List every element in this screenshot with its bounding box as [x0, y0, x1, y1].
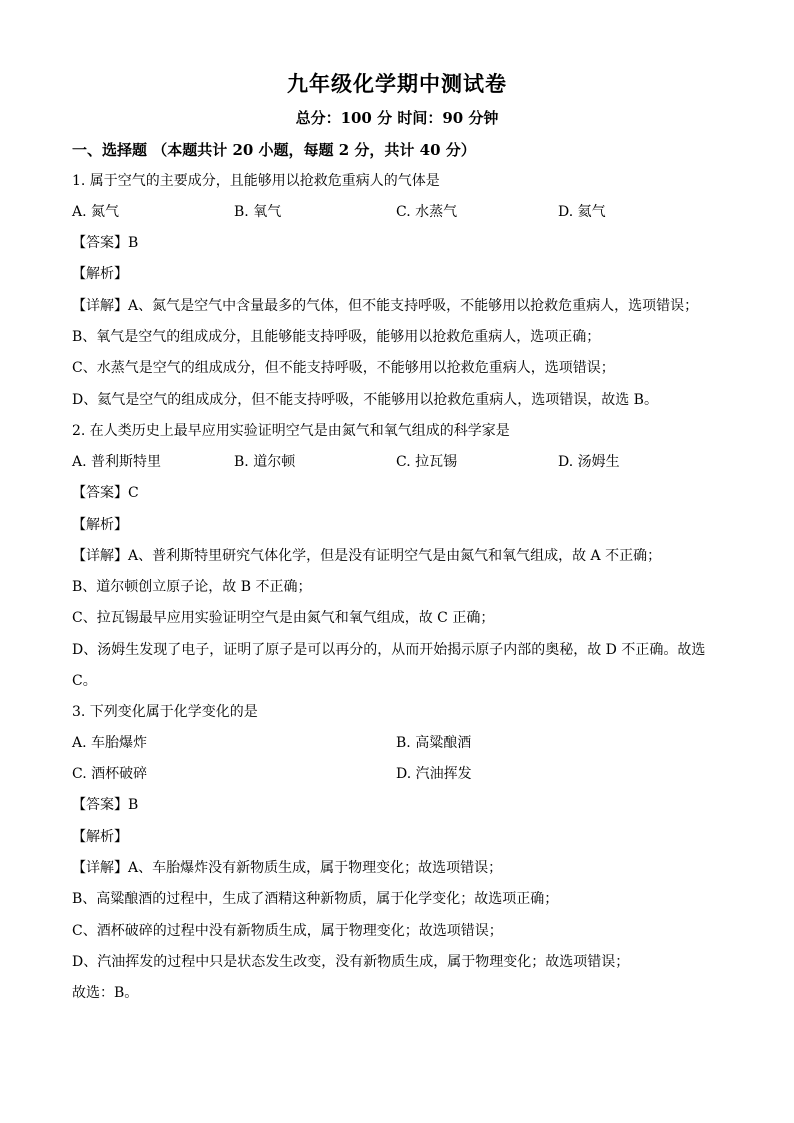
score-time-info: 总分：100 分 时间：90 分钟	[295, 109, 499, 127]
q1-option-d: D. 氦气	[558, 204, 606, 220]
q1-answer: 【答案】B	[72, 235, 139, 251]
q2-detail-d-cont: C。	[72, 673, 97, 689]
q2-analysis-label: 【解析】	[72, 517, 128, 533]
q3-option-b: B. 高粱酿酒	[396, 735, 472, 751]
q3-stem: 3. 下列变化属于化学变化的是	[72, 704, 258, 720]
q2-stem: 2. 在人类历史上最早应用实验证明空气是由氮气和氧气组成的科学家是	[72, 423, 510, 439]
q2-option-b: B. 道尔顿	[234, 454, 296, 470]
q3-option-c: C. 酒杯破碎	[72, 766, 148, 782]
q1-analysis-label: 【解析】	[72, 266, 128, 282]
section-heading: 一、选择题 （本题共计 20 小题，每题 2 分，共计 40 分）	[72, 141, 476, 159]
q3-detail-c: C、酒杯破碎的过程中没有新物质生成，属于物理变化；故选项错误；	[72, 923, 503, 939]
q1-detail-d: D、氦气是空气的组成成分，但不能支持呼吸，不能够用以抢救危重病人，选项错误，故选 B。	[72, 392, 658, 408]
page-title: 九年级化学期中测试卷	[287, 71, 507, 96]
q3-detail-a: 【详解】A、车胎爆炸没有新物质生成，属于物理变化；故选项错误；	[72, 860, 503, 876]
q1-option-b: B. 氧气	[234, 204, 282, 220]
q1-stem: 1. 属于空气的主要成分，且能够用以抢救危重病人的气体是	[72, 173, 440, 189]
q3-option-d: D. 汽油挥发	[396, 766, 472, 782]
q2-detail-b: B、道尔顿创立原子论，故 B 不正确；	[72, 579, 312, 595]
q1-option-a: A. 氮气	[72, 204, 120, 220]
q2-detail-a: 【详解】A、普利斯特里研究气体化学，但是没有证明空气是由氮气和氧气组成，故 A 不正确；	[72, 548, 662, 564]
q2-detail-d: D、汤姆生发现了电子，证明了原子是可以再分的，从而开始揭示原子内部的奥秘，故 D 不正确。故选	[72, 642, 706, 658]
q2-option-a: A. 普利斯特里	[72, 454, 162, 470]
q2-option-c: C. 拉瓦锡	[396, 454, 458, 470]
q1-detail-b: B、氧气是空气的组成成分，且能够能支持呼吸，能够用以抢救危重病人，选项正确；	[72, 329, 601, 345]
q3-detail-b: B、高粱酿酒的过程中，生成了酒精这种新物质，属于化学变化；故选项正确；	[72, 891, 559, 907]
q2-answer: 【答案】C	[72, 485, 139, 501]
q3-conclusion: 故选：B。	[72, 985, 139, 1001]
q3-answer: 【答案】B	[72, 797, 139, 813]
q3-option-a: A. 车胎爆炸	[72, 735, 148, 751]
q1-option-c: C. 水蒸气	[396, 204, 458, 220]
q2-detail-c: C、拉瓦锡最早应用实验证明空气是由氮气和氧气组成，故 C 正确；	[72, 610, 495, 626]
q3-detail-d: D、汽油挥发的过程中只是状态发生改变，没有新物质生成，属于物理变化；故选项错误；	[72, 954, 630, 970]
q1-detail-c: C、水蒸气是空气的组成成分，但不能支持呼吸，不能够用以抢救危重病人，选项错误；	[72, 360, 615, 376]
q2-option-d: D. 汤姆生	[558, 454, 620, 470]
q3-analysis-label: 【解析】	[72, 829, 128, 845]
q1-detail-a: 【详解】A、氮气是空气中含量最多的气体，但不能支持呼吸，不能够用以抢救危重病人，选项错误；	[72, 298, 699, 314]
